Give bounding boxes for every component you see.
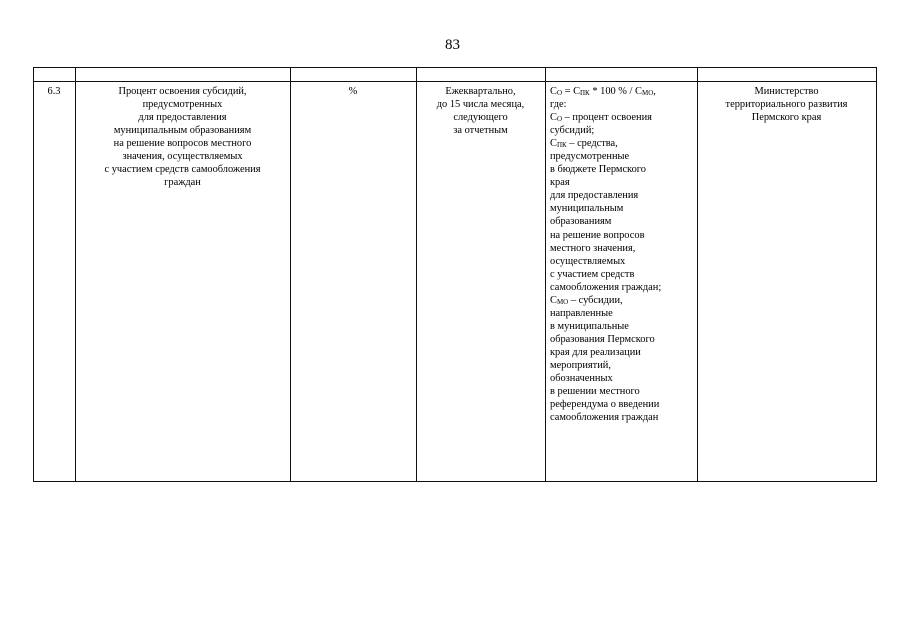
- text-line: на решение вопросов: [550, 229, 645, 241]
- column-border-4: [545, 67, 546, 482]
- text-line: граждан: [164, 177, 201, 189]
- text-line: для предоставления: [138, 112, 227, 124]
- text-line: следующего: [453, 112, 508, 124]
- co-definition: $С_О$ – процент освоения: [550, 112, 652, 124]
- text-line: местного значения,: [550, 242, 636, 254]
- cmo-definition-continued: [550, 307, 695, 424]
- table-top-border: [33, 67, 877, 68]
- text-line: края: [550, 177, 570, 189]
- text-line: с участием средств: [550, 268, 635, 280]
- text-line: Ежеквартально,: [445, 86, 516, 97]
- text-line: территориального развития: [725, 99, 848, 111]
- text-line: в решении местного: [550, 386, 640, 398]
- text-line: предусмотренные: [550, 151, 630, 163]
- text-line: Пермского края: [751, 112, 822, 124]
- text-line: Процент освоения субсидий,: [118, 86, 247, 97]
- text-line: на решение вопросов местного: [113, 138, 252, 150]
- column-border-5: [697, 67, 698, 482]
- indicator-name: [75, 85, 290, 189]
- column-border-2: [290, 67, 291, 482]
- cpk-definition: $С_{ПК}$ – средства,: [550, 138, 618, 150]
- text-line: за отчетным: [453, 125, 508, 137]
- header-separator: [33, 81, 877, 82]
- text-line: в бюджете Пермского: [550, 164, 646, 176]
- cpk-definition-continued: [550, 150, 695, 294]
- text-line: Министерство: [754, 86, 819, 97]
- page-number: 83: [445, 37, 460, 53]
- text-line: муниципальным: [550, 203, 624, 215]
- formula-line: $С_О = С_{ПК} * 100$ % / $С_{МО}$,: [550, 86, 656, 97]
- text-line: референдума о введении: [550, 399, 660, 411]
- text-line: муниципальным образованиям: [113, 125, 252, 137]
- text-line: значения, осуществляемых: [122, 151, 243, 163]
- text-line: до 15 числа месяца,: [436, 99, 525, 111]
- calculation-method: [550, 85, 695, 424]
- text-line: обозначенных: [550, 373, 613, 385]
- indicator-table: [33, 67, 877, 482]
- table-bottom-border: [33, 481, 877, 482]
- text-line: предусмотренных: [142, 99, 223, 111]
- text-line: края для реализации: [550, 346, 641, 358]
- text-line: в муниципальные: [550, 320, 629, 332]
- cmo-definition: $С_{МО}$ – субсидии,: [550, 294, 623, 306]
- row-number: 6.3: [47, 86, 61, 97]
- unit-of-measure: %: [348, 86, 358, 97]
- text-line: осуществляемых: [550, 255, 626, 267]
- text-line: направленные: [550, 307, 613, 319]
- where-label: где:: [550, 99, 567, 111]
- text-line: субсидий;: [550, 125, 595, 137]
- text-line: для предоставления: [550, 190, 639, 202]
- text-line: с участием средств самообложения: [104, 164, 261, 176]
- co-definition-continued: [550, 124, 695, 137]
- text-line: самообложения граждан;: [550, 281, 662, 293]
- text-line: образованиям: [550, 216, 612, 228]
- periodicity: [416, 85, 545, 137]
- text-line: образования Пермского: [550, 333, 655, 345]
- column-border-6: [876, 67, 877, 482]
- column-border-0: [33, 67, 34, 482]
- responsible-body: [697, 85, 876, 124]
- text-line: самообложения граждан: [550, 412, 659, 424]
- text-line: мероприятий,: [550, 359, 611, 371]
